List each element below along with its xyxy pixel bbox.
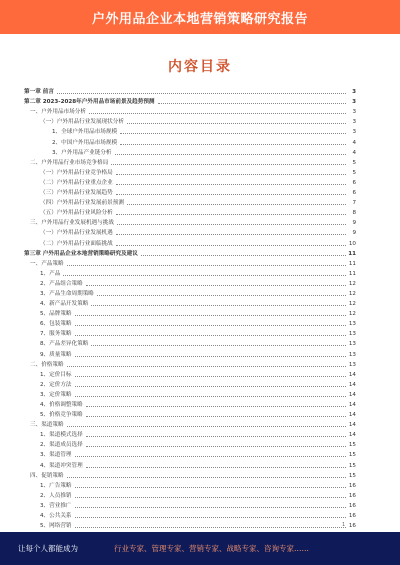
toc-entry-title: 3、营业推广	[40, 502, 72, 509]
toc-dot-leader	[116, 193, 346, 195]
toc-dot-leader	[115, 153, 347, 155]
toc-entry-page: 3	[352, 129, 356, 136]
toc-entry-page: 12	[348, 311, 356, 318]
toc-entry-page: 11	[348, 270, 356, 277]
toc-entry-page: 14	[348, 412, 356, 419]
toc-entry[interactable]	[24, 520, 356, 530]
toc-entry[interactable]	[24, 106, 356, 116]
toc-entry[interactable]	[24, 248, 356, 258]
toc-entry-title: 5、价格竞争策略	[40, 412, 83, 419]
toc-dot-leader	[75, 324, 346, 326]
toc-dot-leader	[116, 233, 346, 235]
toc-entry[interactable]	[24, 389, 356, 399]
toc-entry-title: 第二章 2023-2028年户外用品市场前景及趋势预测	[24, 99, 155, 106]
toc-entry-title: （二）户外用品行业面临挑战	[40, 240, 113, 247]
toc-entry-title: （四）户外用品行业发展前景预测	[40, 200, 124, 207]
toc-entry-page: 16	[348, 513, 356, 520]
toc-entry[interactable]	[24, 177, 356, 187]
toc-entry-title: 1、全球户外用品市场规模	[52, 129, 118, 136]
table-of-contents	[24, 86, 356, 530]
toc-entry-page: 16	[348, 492, 356, 499]
toc-entry-title: 5、品牌策略	[40, 311, 72, 318]
toc-entry[interactable]	[24, 470, 356, 480]
toc-entry-title: 三、户外用品行业发展机遇与挑战	[30, 220, 114, 227]
toc-entry-title: 2、定价方法	[40, 381, 72, 388]
toc-dot-leader	[75, 375, 346, 377]
toc-entry-title: 1、广告策略	[40, 482, 72, 489]
toc-dot-leader	[75, 395, 346, 397]
toc-entry[interactable]	[24, 258, 356, 268]
toc-entry-title: 4、价格调整策略	[40, 402, 83, 408]
toc-dot-leader	[75, 455, 346, 457]
toc-dot-leader	[120, 143, 346, 145]
footer-slogan: 让每个人都能成为	[18, 544, 78, 553]
toc-dot-leader	[67, 476, 346, 478]
toc-entry[interactable]	[24, 288, 356, 298]
toc-entry[interactable]	[24, 136, 356, 146]
toc-entry-title: 4、渠道冲突管理	[40, 462, 83, 469]
toc-entry-title: 2、人员推销	[40, 492, 72, 499]
toc-entry[interactable]	[24, 268, 356, 278]
toc-dot-leader	[86, 466, 346, 468]
toc-entry-page: 6	[352, 190, 356, 197]
toc-entry[interactable]	[24, 399, 356, 409]
toc-entry[interactable]	[24, 439, 356, 449]
toc-entry-page: 3	[352, 119, 356, 126]
toc-entry[interactable]	[24, 359, 356, 369]
toc-entry[interactable]	[24, 227, 356, 237]
toc-dot-leader	[75, 314, 346, 316]
toc-dot-leader	[141, 254, 346, 256]
toc-entry-title: 第一章 前言	[24, 89, 54, 96]
toc-dot-leader	[91, 304, 346, 306]
toc-entry-page: 12	[348, 301, 356, 308]
toc-entry-page: 7	[352, 200, 356, 207]
toc-entry-title: （五）户外用品行业风险分析	[40, 210, 113, 217]
toc-entry-title: 二、户外用品行业市场竞争格局	[30, 159, 109, 166]
toc-entry-title: 3、产品生命周期策略	[40, 290, 94, 297]
toc-dot-leader	[75, 526, 346, 528]
toc-entry-title: 3、渠道管理	[40, 452, 72, 459]
toc-entry[interactable]	[24, 207, 356, 217]
toc-dot-leader	[67, 365, 346, 367]
toc-entry-title: 1、渠道模式选择	[40, 432, 83, 439]
toc-entry-title: 1、产品	[40, 270, 61, 277]
toc-entry-title: （二）户外用品行业重点企业	[40, 179, 113, 186]
toc-entry-page: 14	[348, 371, 356, 378]
toc-entry-title: 1、定价目标	[40, 371, 72, 378]
toc-dot-leader	[97, 294, 346, 296]
toc-entry-title: 三、渠道策略	[30, 422, 64, 429]
toc-entry-title: 二、价格策略	[30, 361, 64, 368]
toc-entry-page: 15	[348, 462, 356, 469]
toc-dot-leader	[86, 445, 346, 447]
toc-entry-title: 4、新产品开发策略	[40, 301, 89, 308]
toc-entry-title: 5、网络营销	[40, 523, 72, 530]
toc-entry[interactable]	[24, 126, 356, 136]
toc-entry-page: 13	[348, 361, 356, 368]
toc-entry-page: 14	[348, 402, 356, 408]
toc-entry-page: 11	[348, 250, 356, 257]
toc-entry-title: 2、渠道成员选择	[40, 442, 83, 449]
toc-entry-page: 3	[352, 99, 356, 106]
toc-dot-leader	[75, 506, 346, 508]
toc-entry[interactable]	[24, 217, 356, 227]
toc-dot-leader	[57, 92, 346, 94]
toc-dot-leader	[86, 405, 346, 407]
toc-entry-page: 14	[348, 432, 356, 439]
toc-entry-title: 4、公共关系	[40, 513, 72, 520]
toc-entry[interactable]	[24, 490, 356, 500]
toc-entry[interactable]	[24, 187, 356, 197]
toc-entry-page: 13	[348, 321, 356, 328]
toc-dot-leader	[116, 183, 346, 185]
toc-entry-page: 5	[352, 169, 356, 176]
toc-entry-page: 4	[352, 149, 356, 156]
toc-entry-page: 10	[348, 240, 356, 247]
toc-entry-title: （一）户外用品行业发展机遇	[40, 230, 113, 237]
toc-dot-leader	[75, 385, 346, 387]
toc-entry[interactable]	[24, 510, 356, 520]
toc-entry[interactable]	[24, 500, 356, 510]
toc-dot-leader	[127, 203, 346, 205]
toc-entry[interactable]	[24, 379, 356, 389]
toc-entry-page: 5	[352, 159, 356, 166]
toc-dot-leader	[86, 415, 346, 417]
toc-dot-leader	[63, 274, 346, 276]
toc-dot-leader	[86, 435, 346, 437]
toc-dot-leader	[75, 355, 346, 357]
toc-entry[interactable]	[24, 147, 356, 157]
toc-entry-title: （三）户外用品行业发展趋势	[40, 190, 113, 197]
toc-entry-page: 3	[352, 109, 356, 116]
toc-dot-leader	[116, 173, 346, 175]
toc-entry-page: 13	[348, 351, 356, 358]
toc-entry-page: 8	[352, 210, 356, 217]
toc-entry-page: 9	[352, 230, 356, 237]
toc-entry[interactable]	[24, 338, 356, 348]
toc-dot-leader	[117, 223, 346, 225]
toc-dot-leader	[91, 344, 346, 346]
toc-entry[interactable]	[24, 429, 356, 439]
toc-entry-title: 第三章 户外用品企业本地营销策略研究及建议	[24, 250, 138, 257]
toc-entry-title: 8、产品差异化策略	[40, 341, 89, 348]
toc-entry-page: 11	[348, 260, 356, 267]
toc-entry[interactable]	[24, 480, 356, 490]
toc-entry[interactable]	[24, 157, 356, 167]
toc-entry-title: 一、产品策略	[30, 260, 64, 267]
toc-entry-page: 16	[348, 523, 356, 530]
toc-entry[interactable]	[24, 409, 356, 419]
toc-entry-page: 12	[348, 290, 356, 297]
toc-entry-page: 15	[348, 472, 356, 479]
toc-entry-title: 2、中国户外用品市场规模	[52, 139, 118, 146]
toc-entry[interactable]	[24, 369, 356, 379]
toc-entry-page: 13	[348, 341, 356, 348]
toc-entry[interactable]	[24, 86, 356, 96]
toc-dot-leader	[75, 486, 346, 488]
header-banner	[0, 0, 400, 34]
toc-dot-leader	[75, 334, 346, 336]
toc-entry-title: 7、服务策略	[40, 331, 72, 338]
toc-entry[interactable]	[24, 116, 356, 126]
toc-entry[interactable]	[24, 419, 356, 429]
toc-entry-page: 14	[348, 391, 356, 398]
toc-dot-leader	[89, 112, 346, 114]
footer-tagline: 行业专家、管理专家、营销专家、战略专家、咨询专家……	[114, 544, 309, 553]
toc-entry-title: 四、促销策略	[30, 472, 64, 479]
toc-entry[interactable]	[24, 459, 356, 469]
toc-entry[interactable]	[24, 308, 356, 318]
toc-entry-page: 12	[348, 280, 356, 287]
toc-entry-page: 9	[352, 220, 356, 227]
toc-dot-leader	[116, 244, 346, 246]
toc-dot-leader	[75, 516, 346, 518]
toc-entry-title: （一）户外用品行业发展现状分析	[40, 119, 124, 126]
toc-entry-page: 3	[352, 89, 356, 96]
report-title: 户外用品企业本地营销策略研究报告	[91, 11, 308, 27]
toc-entry[interactable]	[24, 278, 356, 288]
toc-entry-page: 14	[348, 381, 356, 388]
toc-entry-page: 6	[352, 179, 356, 186]
page-number: 1	[342, 522, 346, 528]
toc-entry-title: 9、质量策略	[40, 351, 72, 358]
toc-dot-leader	[67, 425, 346, 427]
toc-entry-title: 3、定价策略	[40, 391, 72, 398]
footer-banner	[0, 532, 400, 565]
toc-dot-leader	[120, 132, 346, 134]
toc-dot-leader	[111, 163, 346, 165]
toc-entry-page: 13	[348, 331, 356, 338]
toc-entry-page: 16	[348, 482, 356, 489]
toc-entry-page: 16	[348, 502, 356, 509]
toc-entry-title: 6、包装策略	[40, 321, 72, 328]
toc-entry[interactable]	[24, 328, 356, 338]
toc-dot-leader	[75, 496, 346, 498]
toc-entry[interactable]	[24, 298, 356, 308]
toc-dot-leader	[127, 122, 346, 124]
toc-entry-page: 4	[352, 139, 356, 146]
toc-dot-leader	[158, 102, 346, 104]
toc-entry[interactable]	[24, 96, 356, 106]
toc-entry-title: 一、户外用品市场分析	[30, 109, 86, 116]
toc-heading: 内容目录	[168, 59, 232, 75]
toc-dot-leader	[116, 213, 346, 215]
toc-entry[interactable]	[24, 237, 356, 247]
toc-entry-title: 2、产品组合策略	[40, 280, 83, 287]
toc-entry[interactable]	[24, 318, 356, 328]
toc-entry-page: 15	[348, 442, 356, 449]
toc-entry[interactable]	[24, 197, 356, 207]
toc-entry[interactable]	[24, 348, 356, 358]
toc-entry-title: （一）户外用品行业竞争格局	[40, 169, 113, 176]
toc-entry-page: 15	[348, 452, 356, 459]
toc-dot-leader	[67, 264, 346, 266]
toc-entry[interactable]	[24, 167, 356, 177]
toc-dot-leader	[86, 284, 346, 286]
toc-entry-page: 14	[348, 422, 356, 429]
toc-entry-title: 3、户外用品产业链分析	[52, 149, 112, 156]
toc-entry[interactable]	[24, 449, 356, 459]
